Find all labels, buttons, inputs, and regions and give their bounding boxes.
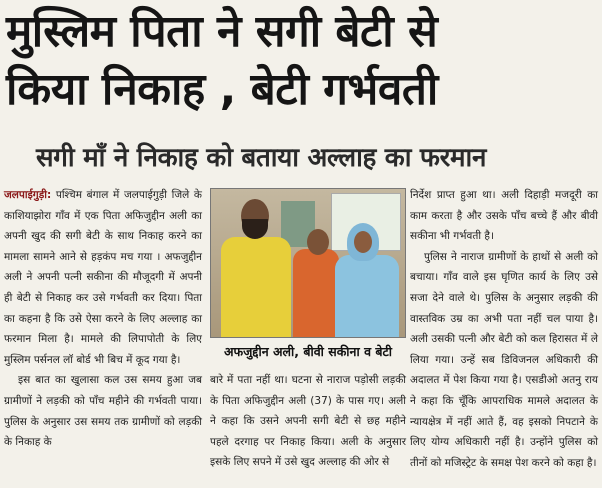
- dateline: जलपाईगुड़ी:: [4, 189, 52, 201]
- news-photo: [210, 188, 406, 338]
- woman-1-figure: [293, 249, 339, 338]
- column-1-paragraph-2: इस बात का खुलासा कल उस समय हुआ जब ग्रामीणों ने लड़की को पाँच महीने की गर्भवती पाया। पुलिस के अनुसार उस समय तक ग्रामीणों को लड़की के निकाह के: [4, 374, 202, 449]
- subheadline: सगी माँ ने निकाह को बताया अल्लाह का फरमान: [36, 143, 487, 173]
- headline-line-2: किया निकाह , बेटी गर्भवती: [6, 64, 438, 115]
- headline-line-1: मुस्लिम पिता ने सगी बेटी से: [6, 6, 438, 57]
- woman-1-head: [307, 229, 329, 255]
- column-1-paragraph-1: [4, 185, 202, 370]
- article-column-2: [210, 370, 406, 473]
- column-3-paragraph-2: पुलिस ने नाराज ग्रामीणों के हाथों से अली को बचाया। गाँव वाले इस घृणित कार्य के लिए उसे सजा देने वाले थे। पुलिस के अनुसार लड़की की वास्तविक उम्र का अभी पता नहीं चल पाया है। अली उसकी पत्नी और बेटी को कल हिरासत में ले लिया गया। उन्हें सब डिविजनल अधिकारी की अदालत में पेश किया गया है। एसडीओ अतनु राय ने कहा कि चूँकि आपराधिक मामले अदालत के न्यायक्षेत्र में नहीं आते हैं, वह इसको निपटाने के लिए योग्य अधिकारी नहीं है। उन्होंने पुलिस को तीनों को मजिस्ट्रेट के समक्ष पेश करने को कहा है।: [410, 250, 598, 469]
- column-2-paragraph-1: बारे में पता नहीं था। घटना से नाराज पड़ोसी लड़की के पिता अफिजुद्दीन अली (37) के पास गए। अली ने कहा कि उसने अपनी सगी बेटी से छह महीने पहले दरगाह पर निकाह किया। अली के अनुसार इसके लिए सपने में उसे खुद अल्लाह की ओर से: [210, 374, 406, 469]
- column-3-paragraph-1: निर्देश प्राप्त हुआ था। अली दिहाड़ी मजदूरी का काम करता है और उसके पाँच बच्चे हैं और बीवी सकीना भी गर्भवती है।: [410, 189, 598, 243]
- column-1-text-1: पश्चिम बंगाल में जलपाईगुड़ी जिले के काशियाझोरा गाँव में एक पिता अफिजुद्दीन अली का अपनी खुद की सगी बेटी के साथ निकाह करने का मामला सामने आने से हड़कंप मच गया । अफजुद्दीन अली ने अपनी पत्नी सकीना की मौजूदगी में अपनी ही बेटी से निकाह कर उसे गर्भवती कर दिया। पिता का कहना है कि उसे ऐसा करने के लिए अल्लाह का फरमान मिला है। मामले की लिपापोती के लिए मुस्लिम पर्सनल लॉ बोर्ड भी बिच में कूद गया है।: [4, 189, 202, 366]
- woman-2-face: [354, 231, 372, 253]
- man-figure: [221, 237, 291, 338]
- photo-caption: अफजुद्दीन अली, बीवी सकीना व बेटी: [223, 344, 393, 359]
- woman-2-figure: [335, 255, 399, 338]
- article-column-3: [410, 185, 598, 473]
- article-column-1: [4, 185, 202, 453]
